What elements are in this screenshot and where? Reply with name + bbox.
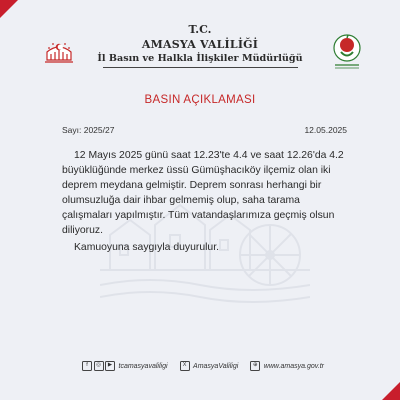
body-paragraph-1: 12 Mayıs 2025 günü saat 12.23'te 4.4 ve saat 12.26'da 4.2 büyüklüğünde merkez üssü Gümüşhacıköy ilçemiz olan iki deprem meydana gelmiştir. Deprem sonrası herhangi bir olumsuzluğa dair ihbar gelmemiş olup, saha tarama çalışmaları yapılmıştır. Tüm vatandaşlarımıza geçmiş olsun diliyoruz. [62, 150, 344, 236]
corner-decoration-top-left [0, 0, 18, 18]
footer-social-group[interactable] [82, 361, 168, 371]
footer-social-handle: tcamasyavaliligi [118, 362, 168, 370]
body-paragraph-2: Kamuoyuna saygıyla duyurulur. [74, 242, 219, 253]
document-title: BASIN AÇIKLAMASI [144, 94, 256, 106]
facebook-icon: f [82, 361, 92, 371]
document-number: Sayı: 2025/27 [62, 125, 115, 135]
document-body [62, 148, 348, 255]
footer-x-group[interactable] [180, 361, 239, 371]
footer-website: www.amasya.gov.tr [263, 362, 324, 370]
letterhead [0, 23, 400, 68]
youtube-icon: ▶ [105, 361, 115, 371]
corner-decoration-bottom-right [382, 382, 400, 400]
x-icon: X [180, 361, 190, 371]
instagram-icon: ◎ [94, 361, 104, 371]
footer-web-group[interactable] [250, 361, 324, 371]
footer-contacts [82, 361, 336, 371]
header-governorship: AMASYA VALİLİĞİ [141, 38, 259, 51]
header-department: İl Basın ve Halkla İlişkiler Müdürlüğü [97, 53, 303, 64]
globe-icon: ⊕ [250, 361, 260, 371]
header-divider [103, 67, 298, 68]
footer-x-handle: AmasyaValiligi [193, 362, 239, 370]
document-date: 12.05.2025 [304, 125, 347, 135]
header-tc: T.C. [188, 23, 212, 36]
